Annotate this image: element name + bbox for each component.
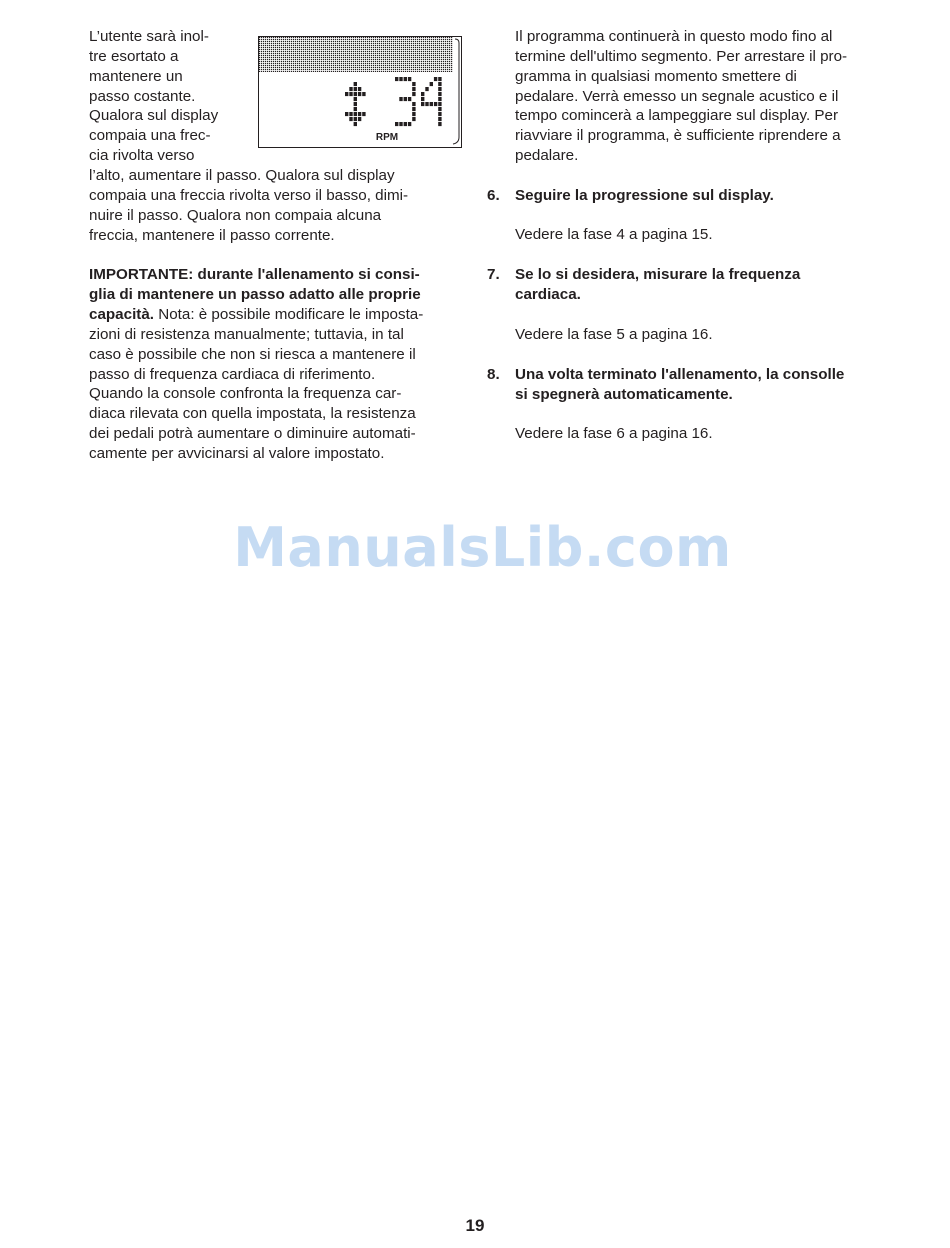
important-line: IMPORTANTE: durante l'allenamento si consi- xyxy=(89,266,420,284)
text-line: mantenere un xyxy=(89,67,183,85)
text-line: termine dell'ultimo segmento. Per arrestare il pro- xyxy=(515,47,848,65)
step-number: 8. xyxy=(487,365,500,383)
text-line: nuire il passo. Qualora non compaia alcuna xyxy=(89,206,382,224)
text-line: camente per avvicinarsi al valore impostato. xyxy=(89,444,385,462)
console-display-graphic xyxy=(259,37,461,147)
text-line: riavviare il programma, è sufficiente riprendere a xyxy=(515,127,841,145)
intro-paragraph xyxy=(487,27,887,166)
text-line: L’utente sarà inol- xyxy=(89,28,209,45)
step-8 xyxy=(487,365,887,444)
text-line: passo costante. xyxy=(89,87,196,105)
text-line: passo di frequenza cardiaca di riferimento. xyxy=(89,365,376,383)
important-bold-end: capacità. xyxy=(89,306,155,324)
text-line: tempo comincerà a lampeggiare sul display. Per xyxy=(515,107,839,125)
text-line: Quando la console confronta la frequenza car- xyxy=(89,385,402,403)
step-title: Seguire la progressione sul display. xyxy=(515,186,774,204)
text-line: gramma in qualsiasi momento smettere di xyxy=(515,67,797,85)
step-title: si spegnerà automaticamente. xyxy=(515,385,733,403)
important-mixed-line xyxy=(89,305,459,325)
step-number: 6. xyxy=(487,186,500,204)
rpm-value-digits xyxy=(395,77,442,126)
text-line: zioni di resistenza manualmente; tuttavia, in tal xyxy=(89,325,404,343)
step-title: Se lo si desidera, misurare la frequenza xyxy=(515,266,801,284)
up-down-arrow-icon xyxy=(345,82,366,126)
step-title: Una volta terminato l'allenamento, la consolle xyxy=(515,365,845,383)
right-column xyxy=(487,27,887,444)
step-title: cardiaca. xyxy=(515,286,581,304)
text-line: tre esortato a xyxy=(89,47,179,65)
text-line: freccia, mantenere il passo corrente. xyxy=(89,226,335,244)
text-line: Il programma continuerà in questo modo fino al xyxy=(515,28,833,45)
text-line: cia rivolta verso xyxy=(89,147,195,165)
text-line: dei pedali potrà aumentare o diminuire automati- xyxy=(89,425,416,443)
important-line: glia di mantenere un passo adatto alle proprie xyxy=(89,286,421,304)
text-line: caso è possibile che non si riesca a mantenere il xyxy=(89,345,416,363)
continuation-paragraph xyxy=(89,166,459,245)
step-reference: Vedere la fase 5 a pagina 16. xyxy=(515,325,713,343)
text-line: compaia una freccia rivolta verso il basso, dimi- xyxy=(89,186,409,204)
step-number: 7. xyxy=(487,266,500,284)
wrapped-paragraph xyxy=(89,27,239,166)
text-line: pedalare. Verrà emesso un segnale acustico e il xyxy=(515,87,839,105)
text-line: diaca rilevata con quella impostata, la resistenza xyxy=(89,405,416,423)
step-reference: Vedere la fase 4 a pagina 15. xyxy=(515,226,713,244)
text-line: l’alto, aumentare il passo. Qualora sul display xyxy=(89,167,395,184)
display-edge xyxy=(453,39,459,144)
console-display-illustration xyxy=(258,36,462,148)
dot-matrix-band xyxy=(259,37,453,72)
text-line: compaia una frec- xyxy=(89,127,211,145)
page-number: 19 xyxy=(465,1216,485,1235)
step-6 xyxy=(487,186,887,246)
step-reference: Vedere la fase 6 a pagina 16. xyxy=(515,425,713,443)
text-line: Qualora sul display xyxy=(89,107,219,125)
step-7 xyxy=(487,265,887,344)
important-note xyxy=(89,265,459,463)
text-line: pedalare. xyxy=(515,147,579,165)
watermark: ManualsLib.com xyxy=(233,516,732,579)
note-start: Nota: è possibile modificare le imposta- xyxy=(154,306,424,324)
rpm-label: RPM xyxy=(375,132,399,143)
